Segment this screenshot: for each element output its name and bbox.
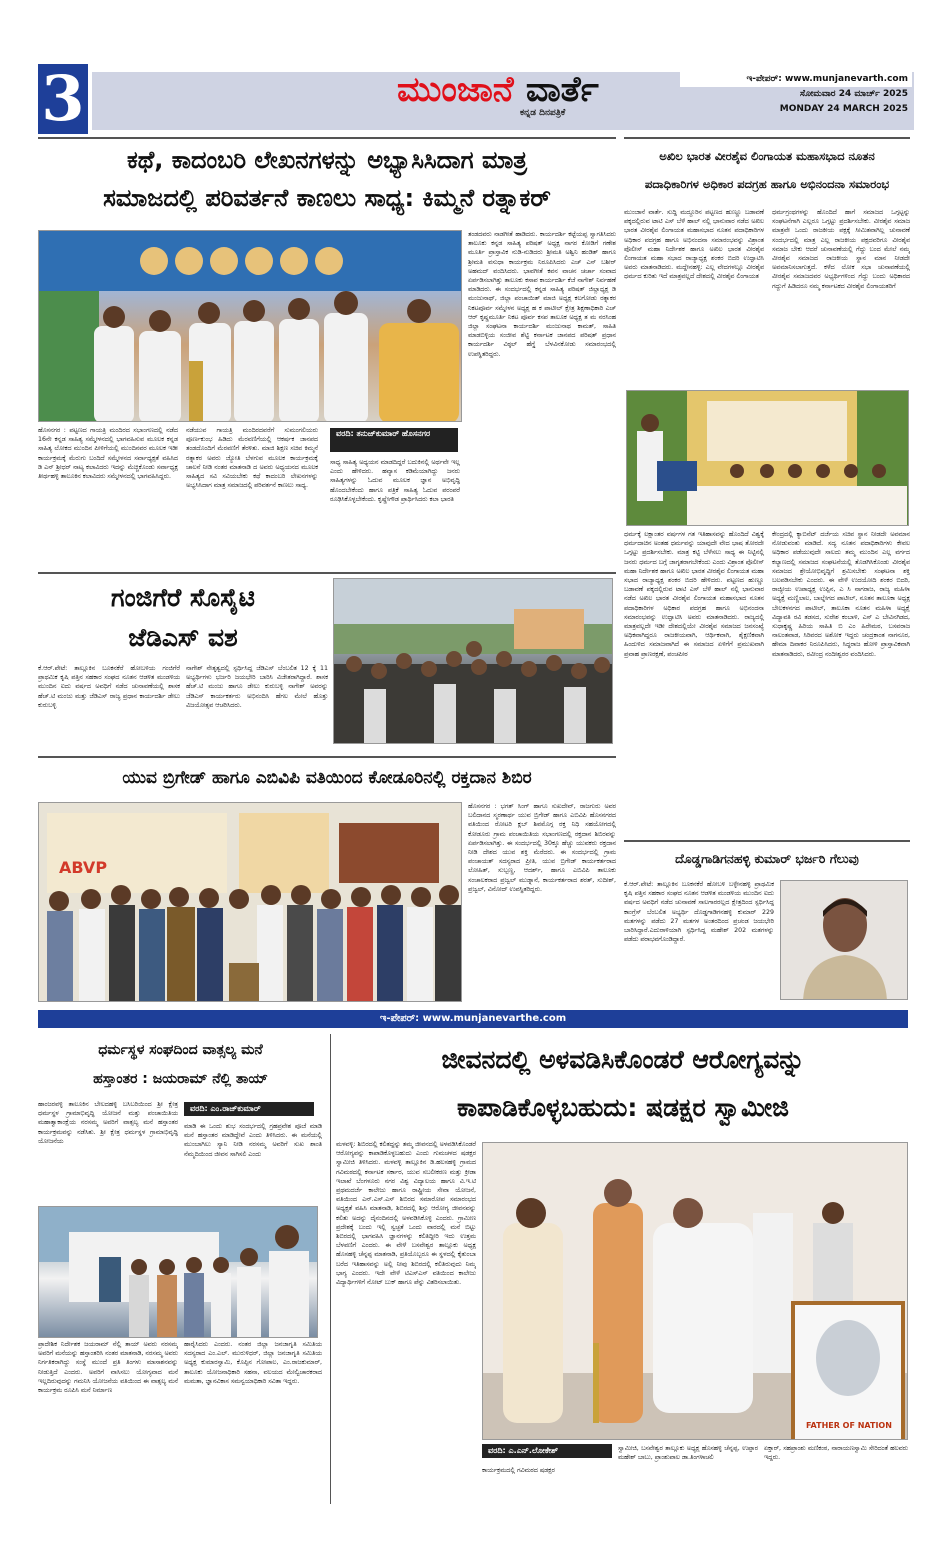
story2-headline-line2: ಪದಾಧಿಕಾರಿಗಳ ಅಧಿಕಾರ ಪದಗ್ರಹ ಹಾಗೂ ಅಭಿನಂದನಾ ಸಮಾರಂಭ [644, 177, 890, 191]
masthead-info [680, 72, 912, 117]
story6-headline-line1: ಧರ್ಮಸ್ಥಳ ಸಂಘದಿಂದ ವಾತ್ಸಲ್ಯ ಮನೆ [98, 1042, 263, 1058]
story1-column-mid: ಸಾಧ್ಯ ಸಾಹಿತ್ಯ ಅಧ್ಯಯನ ಮಾಡದಿದ್ದರೆ ಬದುಕಿನಲ್ಲಿ ಅರ್ಥವೇ ಇಲ್ಲ ಎಂದು ಹೇಳಿದರು. ಹವ್ಯಾಸ ಕಡಿಮೆಯಾಗಿದ್ದು ಜನರು ಸಾಹಿತ್ಯಗಳನ್ನು ಓದುವ ಮೂಲಕ ಜ್ಞಾನ ಅಭಿವೃದ್ಧಿ ಹೊಂದಬೇಕೆಂದು ಹಾಗೂ ಪತ್ರಿಕೆ ಸಾಹಿತ್ಯ ಓದುವ ಪರಂಪರೆ ರೂಢಿಸಿಕೊಳ್ಳಬೇಕೆಂದು. ಕೃಷ್ಣೇಗೌಡ ಪ್ರಾರ್ಥಿಸಿದರು ಕಲಾ ಭಾರತಿ [330, 459, 460, 503]
story7-headline-line1: ಜೀವನದಲ್ಲಿ ಅಳವಡಿಸಿಕೊಂಡರೆ ಆರೋಗ್ಯವನ್ನು [441, 1045, 805, 1074]
story6-headline [38, 1036, 323, 1094]
story5-top-rule [624, 840, 910, 842]
logo-part2: ವಾರ್ತೆ [525, 69, 599, 110]
story3-column1: ಕೆ.ಆರ್.ಪೇಟೆ: ತಾಲ್ಲೂಕಿನ ಬೂಕನಕೆರೆ ಹೋಬಳಿಯ ಗಂಜಿಗೆರೆ ಪ್ರಾಥಮಿಕ ಕೃಷಿ ಪತ್ತಿನ ಸಹಕಾರ ಸಂಘದ ನೂತನ ಆಡಳಿತ ಮಂಡಳಿಯ ಮುಂದಿನ ಐದು ವರ್ಷದ ಅವಧಿಗೆ ನಡೆದ ಚುನಾವಣೆಯಲ್ಲಿ ಶಾಸಕ ಹೆಚ್.ಟಿ ಮಂಜು ಮತ್ತು ಜೆಡಿಎಸ್ ರಾಜ್ಯ ಪ್ರಧಾನ ಕಾರ್ಯದರ್ಶಿ ಡೇಲು ಕುರುಬಳ್ಳಿ [38, 665, 180, 709]
story6-headline-line2: ಹಸ್ತಾಂತರ : ಜಯರಾಮ್ ನೆಲ್ಲಿ ತಾಯ್ [93, 1071, 268, 1087]
epaper-url: ಇ-ಪೇಪರ್: www.munjanevarth.com [680, 72, 912, 87]
story3-photo-illustration [334, 579, 613, 744]
story3-column2: ನಾಗೇಶ್ ನೇತೃತ್ವದಲ್ಲಿ ಸ್ಪರ್ಧಿಸಿದ್ದ ಜೆಡಿಎಸ್ ಬೆಂಬಲಿತ 12 ಕ್ಕೆ 11 ಅಭ್ಯರ್ಥಿಗಳು ಭರ್ಜರಿ ಜಯಭೇರಿ ಬಾರಿಸಿ ವಿಜೇತರಾಗಿದ್ದಾರೆ. ಶಾಸಕ ಹೆಚ್.ಟಿ ಮಂಜು ಹಾಗೂ ಡೇಲು ಕುರುಬಳ್ಳಿ ನಾಗೇಶ್ ಅವರನ್ನು ಜೆಡಿಎಸ್ ಕಾರ್ಯಕರ್ತರು ಅಭಿನಂದಿಸಿ ಹೆಗಲ ಮೇಲೆ ಹೊತ್ತು ವಿಜಯೋತ್ಸವ ಆಚರಿಸಿದರು. [186, 665, 328, 709]
story1-column-left1: ಹೊಸನಗರ : ಪಟ್ಟಣದ ಗಾಯತ್ರಿ ಮಂದಿರದ ಸಭಾಂಗಣದಲ್ಲಿ ನಡೆದ 16ನೇ ಕನ್ನಡ ಸಾಹಿತ್ಯ ಸಮ್ಮೇಳನದಲ್ಲಿ ಭಾಗವಹಿಸುವ ಮೂಲಕ ಕನ್ನಡ ಸಾಹಿತ್ಯ ಲೋಕದ ಮುಂದಿನ ಪೀಳಿಗೆಯಲ್ಲಿ ಮುಂದಿನವರ ಮೂಲಕ ಇಡೀ ಕಾರ್ಯಕ್ರಮಕ್ಕೆ ಮೆರುಗು ಬಂದಿದೆ ಸಮ್ಮೇಳನದ ಸರ್ವಾಧ್ಯಕ್ಷತೆ ವಹಿಸಿದ ಡಿ ಎನ್ ಶ್ರೀಧರ್ ನಾಟ್ಯ ಕಲಾವಿದರು ಇದನ್ನು ಮೆಚ್ಚಿಕೊಂಡು ಸರ್ವಾಧ್ಯಕ್ಷ ತೀರ್ಥಹಳ್ಳಿ ತಾಲೂಕಿನ ಕಲಾವಿದರು ಸಮ್ಮೇಳನದಲ್ಲಿ ಭಾಗವಹಿಸಿದ್ದರು. [38, 427, 178, 481]
story7-column3: ಏಕ್ತಾರ್, ಸಹಪ್ರಾಂಶು ಮಣಿಕಂಠ, ನಾರಾಯಣಸ್ವಾಮಿ ಸೇರಿದಂತೆ ಹಲವರು ಇದ್ದರು. [764, 1445, 908, 1462]
story6-column3: ಪ್ರಾದೇಶಿಕ ನಿರ್ದೇಶಕ ಜಯರಾಮ್ ನೆಲ್ಲಿ ತಾಯ್ ಅವರು ನರಸಮ್ಮ ಅವರಿಗೆ ಮನೆಯನ್ನು ಹಸ್ತಾಂತರಿಸಿ ನಂತರ ಮಾತನಾಡಿ, ನರಸಮ್ಮ ಅವರು ನಿರ್ಗತಿಕರಾಗಿದ್ದು ಸಂಸ್ಥೆ ಮುಂದೆ ಪ್ರತಿ ತಿಂಗಳು ಮಾಸಾಶನವನ್ನು ನೀಡುತ್ತಿದೆ ಎಂದರು. ಅವರಿಗೆ ವಾಸಿಸಲು ಯೋಗ್ಯವಾದ ಮನೆ ಇಲ್ಲದಿರುವುದನ್ನು ಗಮನಿಸಿ ಯೋಜನೆಯ ವತಿಯಿಂದ ಈ ವಾತ್ಸಲ್ಯ ಮನೆ ಕಾರ್ಯಕ್ರಮ ರೂಪಿಸಿ ಮನೆ ನಿರ್ಮಾಣ [38, 1341, 178, 1395]
story6-column4: ಹಾರೈಸಿದರು ಎಂದರು. ನಂತರ ಜಿಲ್ಲಾ ಜನಜಾಗೃತಿ ಸಮಿತಿಯ ಸದಸ್ಯರಾದ ಎಂ.ಎಲ್. ಮುರುಳಿಧರ್, ಜಿಲ್ಲಾ ಜನಜಾಗೃತಿ ಸಮಿತಿಯ ಅಧ್ಯಕ್ಷ ಕುಮಾರಸ್ವಾಮಿ, ಕೊಪ್ಪಿನ ಗೋಪಾಲ, ಎಂ.ರಾಜಕುಮಾರ್, ತಾಲೂಕು ಯೋಜನಾಧಿಕಾರಿ ಸಹನಾ, ವಲಯದ ಮೇಲ್ವಿಚಾರಕರಾದ ಮಮತಾ, ಜ್ಞಾನವಿಕಾಸ ಸಮನ್ವಯಾಧಿಕಾರಿ ಸವಿತಾ ಇದ್ದರು. [184, 1341, 322, 1385]
story1-headline-line2: ಸಮಾಜದಲ್ಲಿ ಪರಿವರ್ತನೆ ಕಾಣಲು ಸಾಧ್ಯ: ಕಿಮ್ಮನೆ ರತ್ನಾಕರ್ [103, 184, 551, 212]
story1-byline: ವರದಿ: ತನುಜ್‌ಕುಮಾರ್ ಹೊಸನಗರ [330, 428, 458, 452]
story5-body: ಕೆ.ಆರ್.ಪೇಟೆ: ತಾಲ್ಲೂಕಿನ ಬೂಕನಕೆರೆ ಹೋಬಳಿ ಬಳ್ಳೇನಹಳ್ಳಿ ಪ್ರಾಥಮಿಕ ಕೃಷಿ ಪತ್ತಿನ ಸಹಕಾರ ಸಂಘದ ನೂತನ ಆಡಳಿತ ಮಂಡಳಿಯ ಮುಂದಿನ ಐದು ವರ್ಷದ ಅವಧಿಗೆ ನಡೆದ ಚುನಾವಣೆ ಸಾಲಗಾರರಲ್ಲದ ಕ್ಷೇತ್ರದಿಂದ ಸ್ಪರ್ಧಿಸಿದ್ದ ಕಾಂಗ್ರೆಸ್ ಬೆಂಬಲಿತ ಅಭ್ಯರ್ಥಿ ದೊಡ್ಡಗಾಡಿಗನಹಳ್ಳಿ ಕುಮಾರ್ 229 ಮತಗಳನ್ನು ಪಡೆದು 27 ಮತಗಳ ಅಂತರದಿಂದ ಪ್ರಚಂಡ ಜಯಭೇರಿ ಬಾರಿಸಿದ್ದಾರೆ.ಎದುರಾಳಿಯಾಗಿ ಸ್ಪರ್ಧಿಸಿದ್ದ ಮಹೇಶ್ 202 ಮತಗಳನ್ನು ಪಡೆದು ಪರಾಭವಗೊಂಡಿದ್ದಾರೆ. [624, 881, 774, 944]
story7-headline-line2: ಕಾಪಾಡಿಕೊಳ್ಳಬಹುದು: ಷಡಕ್ಷರ ಸ್ವಾಮೀಜಿ [457, 1093, 789, 1122]
story7-byline: ವರದಿ: ಎ.ಎನ್.ಲೋಕೇಶ್ [482, 1444, 612, 1458]
story7-column1: ಮಳವಳ್ಳಿ: ಶಿಬಿರದಲ್ಲಿ ಕಲಿತದ್ದನ್ನು ತಮ್ಮ ಜೀವನದಲ್ಲಿ ಅಳವಡಿಸಿಕೊಂಡರೆ ಆರೋಗ್ಯವನ್ನು ಕಾಪಾಡಿಕೊಳ್ಳಬಹುದು ಎಂದು ಗುಮಚಳದ ಷಡಕ್ಷರ ಸ್ವಾಮೀಜಿ ತಿಳಿಸಿದರು. ಮಳವಳ್ಳಿ ತಾಲ್ಲೂಕಿನ ಡಿ.ಹಲಸಹಳ್ಳಿ ಗ್ರಾಮದ ಗವಿಮಠದಲ್ಲಿ ಕರ್ನಾಟಕ ಸರ್ಕಾರ, ಯುವ ಸಬಲೀಕರಣ ಮತ್ತು ಕ್ರೀಡಾ ಇಲಾಖೆ ಬೆಂಗಳೂರು ನಗರ ವಿಶ್ವ ವಿದ್ಯಾಲಯ ಹಾಗೂ ವಿ.ಇ.ಟಿ ಪ್ರಥಮದರ್ಜೆ ಕಾಲೇಜು ಹಾಗೂ ರಾಷ್ಟ್ರೀಯ ಸೇವಾ ಯೋಜನೆ, ವತಿಯಿಂದ ಎನ್.ಎಸ್.ಎಸ್ ಶಿಬಿರದ ಸಮಾರೋಪ ಸಮಾರಂಭದ ಅಧ್ಯಕ್ಷತೆ ವಹಿಸಿ ಮಾತನಾಡಿ, ಶಿಬಿರದಲ್ಲಿ ಶಿಸ್ತು ಆರೋಗ್ಯ ಜೀವನವನ್ನು ಕಲಿತು ಅದನ್ನು ದೈನಂದಿನದಲ್ಲಿ ಅಳವಡಿಸಿಕೊಳ್ಳಿ ಎಂದರು. ಗ್ರಾಮೀಣ ಪ್ರದೇಶಕ್ಕೆ ಬಂದು ಇಲ್ಲಿ ಸ್ವಚ್ಛತೆ ಒಂದು ವಾರದಲ್ಲಿ ಮನೆ ಬಿಟ್ಟು ಶಿಬಿರದಲ್ಲಿ ಭಾಗವಹಿಸಿ ಜ್ಞಾನಗಳನ್ನು ಕಲಿತಿದ್ದೀರಿ ಇದು ಉತ್ತಮ ಬೆಳವಣಿಗೆ ಎಂದರು. ಈ ವೇಳೆ ಬಸವೇಶ್ವರ ತಾಲ್ಲೂಕು ಅಧ್ಯಕ್ಷ ಹೊಸಹಳ್ಳಿ ಚೆನ್ನಪ್ಪ ಮಾತನಾಡಿ, ಪ್ರತಿಯೊಬ್ಬರೂ ಈ ಸ್ಥಳದಲ್ಲಿ ಕೈತುಂಬಾ ಬರೆದ ಇತಿಹಾಸವನ್ನು ಅಲ್ಲಿ ನೀವು ಶಿಬಿರದಲ್ಲಿ ಕಲಿತಿರುವುದು ನಿಮ್ಮ ಭಾಗ್ಯ ಎಂದರು. ಇದೇ ವೇಳೆ ಟಿಎಸ್‌ಎಸ್ ವತಿಯಿಂದ ಕಾಲೇಜು ವಿದ್ಯಾರ್ಥಿಗಳಿಗೆ ನೋಟ್ ಬುಕ್ ಹಾಗೂ ಪೆನ್ನು ವಿತರಿಸಲಾಯಿತು. [336, 1141, 476, 1287]
story6-byline: ವರದಿ: ಎಂ.ರಾಜ್‌ಕುಮಾರ್ [184, 1102, 314, 1116]
story1-photo [38, 230, 462, 422]
story5-headline: ದೊಡ್ಡಗಾಡಿಗನಹಳ್ಳಿ ಕುಮಾರ್ ಭರ್ಜರಿ ಗೆಲುವು [675, 851, 859, 866]
story2-column3: ಧರ್ಮಕ್ಕೆ ಲಕ್ಷಾಂತರ ವರ್ಷಗಳ ಗತ ಇತಿಹಾಸವನ್ನು ಹೊಂದಿದೆ ವಿಶ್ವಕ್ಕೆ ಧರ್ಮದಾಚಿನ ಅಂತಹ ಧರ್ಮವನ್ನು ಯಾವುದೇ ವೇದ ಭಾಷ ತೋರದೇ ಒಗ್ಗಟ್ಟು ಪ್ರದರ್ಶಿಸಬೇಕು. ಮಾತ್ರ ಕಟ್ಟಿ ಬೆಳೆಸಲು ಸಾಧ್ಯ ಈ ನಿಟ್ಟಿನಲ್ಲಿ ಜನರು ಧರ್ಮದ ಬಗ್ಗೆ ಜಾಗೃತರಾಗಬೇಕೆಂದು ಎಂದು ವಿಶ್ರಾಂತ ಪೊಲೀಸ್ ಮಹಾ ನಿರ್ದೇಶಕ ಹಾಗೂ ಅಖಿಲ ಭಾರತ ವೀರಶೈವ ಲಿಂಗಾಯತ ಮಹಾ ಸಭಾದ ರಾಜ್ಯಾಧ್ಯಕ್ಷ ಶಂಕರ ಬಿದರಿ ಹೇಳಿದರು. ಪಟ್ಟಣದ ಹುಣ್ಣೂ ಬಡಾವಣೆ ಪಕ್ಕದಲ್ಲಿರುವ ಟಾಟಿ ಎಸ್ ಬೆಳೆ ಹಾಲ್ ನಲ್ಲಿ ಭಾನುವಾರ ನಡೆದ ಅಖಿಲ ಭಾರತ ವೀರಶೈವ ಲಿಂಗಾಯತ ಮಹಾಸಭಾದ ನೂತನ ಪದಾಧಿಕಾರಿಗಳ ಅಧಿಕಾರ ಪದಗ್ರಹ ಹಾಗೂ ಅಭಿನಂದನಾ ಸಮಾರಂಭವನ್ನು ಉದ್ಘಾಟಿಸಿ ಅವರು ಮಾತನಾಡಿದರು. ರಾಜ್ಯದಲ್ಲಿ ಮಾತ್ರವಲ್ಲದೇ ಇಡೀ ದೇಶದಲ್ಲಿಯೇ ವೀರಶೈವ ಸಮಾಜದ ಜನಸಂಖ್ಯೆ ಅಧಿಕವಾಗಿದ್ದರೂ ರಾಜಕೀಯವಾಗಿ, ಆರ್ಥಿಕವಾಗಿ, ಶೈಕ್ಷಣಿಕವಾಗಿ ಹಿಂದುಳಿದ ಸಮಾಜವಾಗಿದೆ ಈ ಸಮಾಜದ ಏಳಿಗೆಗೆ ಪ್ರಮುಖವಾಗಿ ಪ್ರವಾಹ ಪ್ರಾಣರಕ್ಷಣೆ, ಪಂಚಪೀಠ [624, 531, 764, 658]
story7-column2: ಸ್ವಾಮೀಜಿ, ಬಸವೇಶ್ವರ ತಾಲ್ಲೂಕು ಅಧ್ಯಕ್ಷ ಹೊಸಹಳ್ಳಿ ಚೆನ್ನಪ್ಪ, ಉಪ್ಪಾರ ಮಹೇಶ್ ಬಾಬು, ಪ್ರಾಂಶುಪಾಲ ಡಾ.ತಿಂಗಳಾಚಲಿ [618, 1445, 758, 1462]
story1-photo-illustration [39, 231, 462, 422]
story2-top-rule [624, 137, 910, 139]
story4-banner-text: ABVP [59, 858, 108, 877]
story3-top-rule [38, 572, 616, 574]
story1-headline [38, 141, 616, 221]
story2-column2: ಧರ್ಮಗ್ರಂಥಗಳನ್ನು ಹೊಂದಿದೆ ಹಾಗೆ ಸಮಾಜದ ಒಗ್ಗಟ್ಟನ್ನು ಸಂಘಟನೆಗಾಗಿ ಎಲ್ಲರೂ ಒಗ್ಗಟ್ಟು ಪ್ರದರ್ಶಿಸಬೇಕು. ವೀರಶೈವ ಸಮಾಜ ಮಾತ್ರವೇ ಒಂದು ರಾಜಕೀಯ ಪಕ್ಷಕ್ಕೆ ಸೀಮಿತವಾಗಿಲ್ಲ ಚುನಾವಣೆ ಸಂದರ್ಭದಲ್ಲಿ ಮಾತ್ರ ಎಲ್ಲ ರಾಜಕೀಯ ಪಕ್ಷದವರಿಗೂ ವೀರಶೈವ ಸಮಾಜ ಬೇಕು ಆದರೆ ಚುನಾವಣೆಯಲ್ಲಿ ಗೆದ್ದು ಬಂದ ಮೇಲೆ ನಮ್ಮ ವೀರಶೈವ ಸಮಾಜದ ರಾಜಕೀಯ ಸ್ಥಾನ ಮಾನ ನೀಡದೇ ಅವಮಾನಿಸಲಾಗುತ್ತದೆ. ಕಳೆದ ಲೋಕ ಸಭಾ ಚುನಾವಣೆಯಲ್ಲಿ ವೀರಶೈವ ಸಮಾಜದವರ ಅಭ್ಯರ್ಥಿಗಳಿಂದ ಗೆದ್ದು ಬಂದು ಅಧಿಕಾರದ ಗದ್ದುಗೆ ಹಿಡಿದರೂ ನಮ್ಮ ಕರ್ನಾಟಕದ ವೀರಶೈವ ಲಿಂಗಾಯತರಿಗೆ [772, 209, 910, 290]
date-kannada: ಸೋಮವಾರ 24 ಮಾರ್ಚ್ 2025 [799, 89, 908, 99]
story5-photo [780, 880, 908, 1000]
story7-headline [336, 1036, 910, 1132]
story4-top-rule [38, 756, 616, 758]
story3-headline-line1: ಗಂಜಿಗೆರೆ ಸೊಸೈಟಿ [111, 583, 255, 612]
story4-photo-illustration [39, 803, 462, 1002]
story3-photo [333, 578, 613, 744]
newspaper-tagline: ಕನ್ನಡ ದಿನಪತ್ರಿಕೆ [520, 108, 566, 118]
page-number: 3 [38, 64, 88, 134]
story6-column1: ಹಾಂಜರವಳ್ಳಿ ತಾಲೂಕಿನ ಬೇಲದಹಳ್ಳಿ ಬಸಿಬರಿಯಿಂದ ಶ್ರೀ ಕ್ಷೇತ್ರ ಧರ್ಮಸ್ಥಳ ಗ್ರಾಮಾಭಿವೃದ್ಧಿ ಯೋಜನೆ ಮತ್ತು ಪಂಚಾಯಿತಿಯ ಮಹಾತ್ವಾಕಾಂಕ್ಷೆಯ ನರಸಮ್ಮ ಅವರಿಗೆ ವಾತ್ಸಲ್ಯ ಮನೆ ಹಸ್ತಾಂತರ ಕಾರ್ಯಕ್ರಮವನ್ನು ನಡೆಸಿತು. ಶ್ರೀ ಕ್ಷೇತ್ರ ಧರ್ಮಸ್ಥಳ ಗ್ರಾಮಾಭಿವೃದ್ಧಿ ಯೋಜನೆಯ [38, 1101, 178, 1145]
story4-photo [38, 802, 462, 1002]
story2-photo-illustration [627, 391, 909, 526]
story4-headline: ಯುವ ಬ್ರಿಗೇಡ್ ಹಾಗೂ ಎಬಿವಿಪಿ ವತಿಯಿಂದ ಕೋಡೂರಿನಲ್ಲಿ ರಕ್ತದಾನ ಶಿಬಿರ [122, 768, 532, 788]
story4-body: ಹೊಸನಗರ : ಭಗತ್ ಸಿಂಗ್ ಹಾಗೂ ಸುಖದೇವ್, ರಾಜಗುರು ಅವರ ಬಲಿದಾನದ ಸ್ಮರಣಾರ್ಥ ಯುವ ಬ್ರಿಗೇಡ್ ಹಾಗೂ ಎಬಿವಿಪಿ ಹೊಸನಗರದ ವತಿಯಿಂದ ರೋಟರಿ ಕ್ಲಬ್ ಶಿವಮೊಗ್ಗ ರಕ್ತ ನಿಧಿ ಸಹಯೋಗದಲ್ಲಿ ಕೋಡೂರು ಗ್ರಾಮ ಪಂಚಾಯಿತಿಯ ಸಭಾಂಗಣದಲ್ಲಿ ರಕ್ತದಾನ ಶಿಬಿರವನ್ನು ಏರ್ಪಡಿಸಲಾಗಿತ್ತು. ಈ ಸಂದರ್ಭದಲ್ಲಿ 30ಕ್ಕೂ ಹೆಚ್ಚು ಯುವಕರು ರಕ್ತದಾನ ನೀಡಿ ದೇಶದ ಯುವ ಶಕ್ತಿ ಮೆರೆದರು. ಈ ಸಂದರ್ಭದಲ್ಲಿ ಗ್ರಾಮ ಪಂಚಾಯತ್ ಸದಸ್ಯರಾದ ಪ್ರೀತಿ, ಯುವ ಬ್ರಿಗೇಡ್ ಕಾರ್ಯಕರ್ತರಾದ ಲೋಹಿತ್, ಸುಬ್ಬಣ್ಣ, ಆದರ್ಶ್, ಹಾಗೂ ಎಬಿವಿಪಿ ತಾಲೂಕು ಸಂಚಾಲಕರಾದ ಪ್ರಜ್ವಲ್ ಮುಡ್ನಾನೆ, ಕಾರ್ಯಕರ್ತರಾದ ಶರತ್, ಸುದೀಶ್, ಪ್ರಜ್ವಲ್, ವಿನೋದ್ ಉಪಸ್ಥಿತರಿದ್ದರು. [468, 803, 616, 893]
story3-headline [38, 578, 328, 660]
story6-column2: ಮಾಡಿ ಈ ಒಂದು ಶುಭ ಸಂದರ್ಭದಲ್ಲಿ ಗ್ರಹಪ್ರವೇಶ ಪೂಜೆ ಮಾಡಿ ಮನೆ ಹಸ್ತಾಂತರ ಮಾಡಿದ್ದೇವೆ ಎಂದು ತಿಳಿಸಿದರು. ಈ ಮನೆಯಲ್ಲಿ ಮುಂಬಾಗಿಲು ಸ್ಯಾನಿ ನೀಡಿ ನರಸಮ್ಮ ಅವರಿಗೆ ಸುಖ ಶಾಂತಿ ನೆಮ್ಮದಿಯಿಂದ ಜೀವನ ಸಾಗಿಸಲಿ ಎಂದು [184, 1123, 322, 1158]
story1-column-right: ತಂಡದವರು ನಾಡಗೀತೆ ಹಾಡಿದರು. ಕಾರ್ಯದರ್ಶಿ ಕಟ್ಟೆಯಪ್ಪ ಸ್ವಾಗತಿಸಿದರು ತಾಲೂಕು ಕನ್ನಡ ಸಾಹಿತ್ಯ ಪರಿಷತ್ ಅಧ್ಯಕ್ಷ ನಾಗರ ಕೋಡಿಗೆ ಗಣೇಶ ಮೂರ್ತಿ ಪ್ರಾಸ್ತಾವಿಕ ನುಡಿ-ನುಡಿದರು ಶ್ರೀಮತಿ ಅಶ್ವಿನಿ ಹಂಡಿತ್ ಹಾಗೂ ಶ್ರೀಮತಿ ವಸುಧಾ ಕಾರ್ಯಕ್ರಮ ನಿರೂಪಿಸಿದರು ಎಚ್ ಎಸ್ ಬಶೀರ್ ಅಹಮದ್ ವಂದಿಸಿದರು. ಭಾವಗೀತೆ ಕವನ ವಾಚನ ಚರ್ಚಾ ಸಂವಾದ ಏರ್ಪಡಿಸಲಾಗಿತ್ತು ತಾಲೂಕು ಕಸಾಪ ಕಾರ್ಯದರ್ಶಿ ಕೆಜೆ ನಾಗೇಶ್ ನಿರ್ವಹಣೆ ಮಾಡಿದರು. ಈ ಸಂದರ್ಭದಲ್ಲಿ ಕನ್ನಡ ಸಾಹಿತ್ಯ ಪರಿಷತ್ ಜಿಲ್ಲಾಧ್ಯಕ್ಷ ಡಿ ಮಂಜುನಾಥ್, ಜಿಲ್ಲಾ ಪಂಚಾಯಿತ್ ಮಾಜಿ ಅಧ್ಯಕ್ಷ ಕಲಗೋಡು ರತ್ನಾಕರ ನಿಕಟಪೂರ್ವ ಸಮ್ಮೇಳನ ಅಧ್ಯಕ್ಷ ಹ ಕ ಪಾಟೀಲ್ ಕ್ಷೇತ್ರ ಶಿಕ್ಷಣಾಧಿಕಾರಿ ಎಚ್ ಆರ್ ಕೃಷ್ಣಮೂರ್ತಿ ನಿಕಟ ಪೂರ್ವ ಕಸಪ ತಾಲೂಕ ಅಧ್ಯಕ್ಷ ತ ಮ ನರಸಿಂಹ ಜಿಲ್ಲಾ ಸಂಘಟನಾ ಕಾರ್ಯದರ್ಶಿ ಮಂಜುನಾಥ ಕಾಮತ್, ಸಾಹಿತಿ ಮಾಡಬಿಳ್ಳಿಯ ಸಂಜೀವ ಶೆಟ್ಟಿ ಕರ್ನಾಟಕ ಜಾನಪದ ಪರಿಷತ್ ಪ್ರಧಾನ ಕಾರ್ಯದರ್ಶಿ ವಿಠ್ಠಲ್ ಹೆಗ್ಡೆ ಬೆಳವಿನಕೋಡು ಸಮಾರಂಭದಲ್ಲಿ ಉಪಸ್ಥಿತರಿದ್ದರು. [468, 231, 616, 358]
story2-headline-line1: ಅಖಿಲ ಭಾರತ ವೀರಶೈವ ಲಿಂಗಾಯತ ಮಹಾಸಭಾದ ನೂತನ [659, 149, 875, 163]
story7-caption: ಕಾರ್ಯಕ್ರಮದಲ್ಲಿ ಗವಿಮಠದ ಷಡಕ್ಷರ [482, 1467, 555, 1474]
date-english: MONDAY 24 MARCH 2025 [779, 104, 908, 114]
story3-headline-line2: ಜೆಡಿಎಸ್ ವಶ [128, 623, 238, 652]
story7-photo-caption: FATHER OF NATION [806, 1421, 892, 1430]
story6-photo [38, 1206, 318, 1338]
story2-column1: ಮುಂಜಾನೆ ವಾರ್ತೆ. ಸುದ್ದಿ ಮದ್ದೂರಿನ ಪಟ್ಟಣದ ಹುಣ್ಣೂ ಬಡಾವಣೆ ಪಕ್ಕದಲ್ಲಿರುವ ಟಾಟಿ ಎಸ್ ಬೆಳೆ ಹಾಲ್ ನಲ್ಲಿ ಭಾನುವಾರ ನಡೆದ ಅಖಿಲ ಭಾರತ ವೀರಶೈವ ಲಿಂಗಾಯತ ಮಹಾಸಭಾದ ನೂತನ ಪದಾಧಿಕಾರಿಗಳ ಅಧಿಕಾರ ಪದಗ್ರಹ ಹಾಗೂ ಅಭಿನಂದನಾ ಸಮಾರಂಭವನ್ನು ವಿಶ್ರಾಂತ ಪೊಲೀಸ್ ಮಹಾ ನಿರ್ದೇಶಕ ಹಾಗೂ ಅಖಿಲ ಭಾರತ ವೀರಶೈವ ಲಿಂಗಾಯತ ಮಹಾ ಸಭಾದ ರಾಜ್ಯಾಧ್ಯಕ್ಷ ಶಂಕರ ಬಿದರಿ ಉದ್ಘಾಟಿಸಿ ಅವರು ಮಾತನಾಡಿದರು. ಮದ್ದೇನಹಳ್ಳಿ: ಎಲ್ಲ ವೇದಗಳಲ್ಲೂ ವೀರಶೈವ ಧರ್ಮದ ಕುರಿತು ಇದೆ ಮಾತ್ರವಲ್ಲದೆ ದೇಶದಲ್ಲಿ ವೀರಶೈವ ಲಿಂಗಾಯತ [624, 209, 764, 281]
story7-photo [482, 1142, 908, 1440]
story7-left-rule [330, 1034, 331, 1504]
newspaper-logo [397, 70, 662, 110]
story1-top-rule [38, 137, 616, 139]
story2-photo [626, 390, 909, 526]
logo-part1: ಮುಂಜಾನೆ [397, 69, 514, 110]
story5-portrait [781, 881, 908, 1000]
story2-column4: ಕೇಂದ್ರದಲ್ಲಿ ಕ್ಯಾಬಿನೆಟ್ ದರ್ಜೆಯ ಸಚಿವ ಸ್ಥಾನ ನೀಡದೇ ಅವಮಾನ ನೋಡುವಂತು ಮಾಡಿದೆ. ಸದ್ಯ ನೂತನ ಪದಾಧಿಕಾರಿಗಳು ಕೇವಲ ಅಧಿಕಾರ ಪಡೆಯುವುದೇ ಸಾಲದು ತಮ್ಮ ಮುಂದಿನ ಎಲ್ಲ ವರ್ಗದ ಕಲ್ಯಾಣದಲ್ಲಿ ಸಮಾಜದ ಸಂಘಟನೆಯಲ್ಲಿ ತೊಡಗಿಸಿಕೊಂಡು ವೀರಶೈವ ಸಮಾಜದ ಶ್ರೇಯೋಭಿವೃದ್ಧಿಗೆ ಶ್ರಮಿಸಬೇಕು ಸಂಘಟನಾ ಶಕ್ತಿ ಬಲಪಡಿಸಬೇಕು ಎಂದರು. ಈ ವೇಳೆ ಉದಯೋದಿ ಶಂಕರ ಬಿದರಿ, ರಾಜ್ಯೀಯ ಉಪಾಧ್ಯಕ್ಷ ಉಪ್ಪಿನ, ಎ ಸಿ ನಾಗರಾಜ, ರಾಜ್ಯ ಮಹಿಳಾ ಅಧ್ಯಕ್ಷೆ ಮಣ್ಣಿಲಾಲ, ಬಾಲ್ನೇಗದ ಪಾಟೀಲ್, ನೂತನ ತಾಲೂಕಾ ಅಧ್ಯಕ್ಷ ಬೇಲಕಳನಗದ ಪಾಟೀಲ್, ತಾಲೂಕಾ ನೂತನ ಮಹಿಳಾ ಅಧ್ಯಕ್ಷೆ ವಿದ್ಯಾವತಿ ರವಿ ತಡಸದ, ಸುರೇಶ ಕಂಬಾಳಿ, ಎಸ್ ಎ ಬೇವಿನಗಿಡದ, ಸುಧಾಕೃಷ್ಣ ಹಿರಿಯ ಸಾಹಿತಿ ಬಿ ಎಂ ಹಿರೇಮಠ, ಬಸವರಾಜ ನಾಲಂತವಾಡ, ಸಿರಿವರದ ಅಶೋಕ ಇದ್ದರು ಚಂದ್ರಕಾಂತ ನಾಗನೂರ, ಹೇಮಾ ದಿವಾಕರ ನಿರೂಪಿಸಿದರು, ಸಿದ್ಧರಾಜ ಹೋಳಿ ಪ್ರಾಸ್ತಾವಿಕವಾಗಿ ಮಾತನಾಡಿದರು, ರವೀಂದ್ರ ನಂದೀಶ್ವರರ ವಂದಿಸಿದರು. [772, 531, 910, 658]
story6-photo-illustration [39, 1207, 318, 1338]
story2-headline [624, 142, 910, 204]
story7-photo-illustration [483, 1143, 908, 1440]
epaper-divider-bar: ಇ-ಪೇಪರ್: www.munjanevarthe.com [38, 1010, 908, 1028]
story1-headline-line1: ಕಥೆ, ಕಾದಂಬರಿ ಲೇಖನಗಳನ್ನು ಅಭ್ಯಾಸಿಸಿದಾಗ ಮಾತ್ರ [126, 146, 528, 174]
story1-column-left2: ನಡೆಯುವ ಗಾಯತ್ರಿ ಮಂದಿರದವರೆಗೆ ಸುಮಂಗಲಿಯರು ಪೂರ್ಣಕುಂಭ ಹಿಡಿದು ಮೆರವಣಿಗೆಯಲ್ಲಿ ಆಕರ್ಷಕ ಜಾನಪದ ತಂಡದೊಂದಿಗೆ ಮೆರವಣಿಗೆ ತೆರಳಿತು. ಮಾಜಿ ಶಿಕ್ಷಣ ಸಚಿವ ಕಿಮ್ಮನೆ ರತ್ನಾಕರ ಅವರು ಜ್ಯೋತಿ ಬೆಳಗುವ ಮೂಲಕ ಕಾರ್ಯಕ್ರಮಕ್ಕೆ ಚಾಲನೆ ನೀಡಿ ನಂತರ ಮಾತನಾಡಿ ದ ಅವರು ಅಧ್ಯಯನದ ಮೂಲಕ ಸಾಹಿತ್ಯದ ಸವಿ ಸವಿಯಬೇಕು ಕಥೆ ಕಾದಂಬರಿ ಲೇಖನಗಳನ್ನು ಅಭ್ಯಸಿಸಿದಾಗ ಮಾತ್ರ ಸಮಾಜದಲ್ಲಿ ಪರಿವರ್ತನೆ ಕಾಣಲು ಸಾಧ್ಯ. [186, 427, 318, 490]
